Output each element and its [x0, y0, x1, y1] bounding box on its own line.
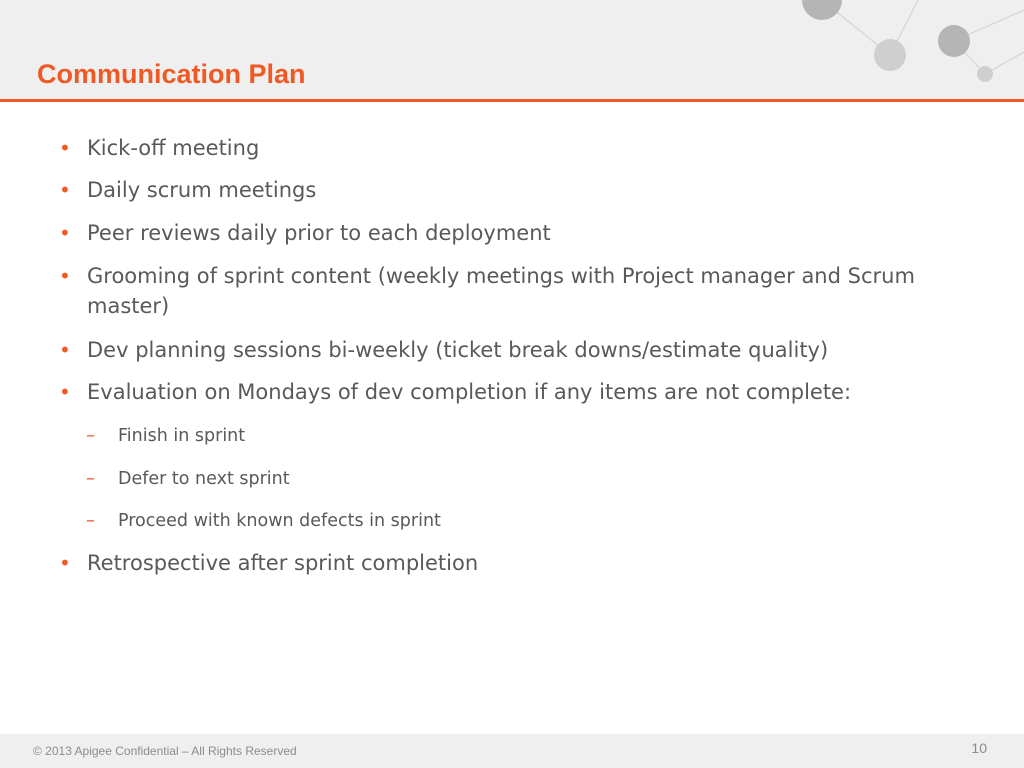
bullet-marker: •	[59, 380, 71, 404]
bullet-text: Peer reviews daily prior to each deployment	[87, 221, 551, 245]
bullet-item	[59, 261, 947, 321]
bullet-item	[59, 133, 947, 163]
bullet-marker: •	[59, 264, 71, 288]
bullet-marker: •	[59, 338, 71, 362]
bullet-text: Grooming of sprint content (weekly meetings with Project manager and Scrum master)	[87, 264, 915, 318]
slide-title: Communication Plan	[37, 59, 306, 89]
bullet-item	[59, 377, 947, 407]
network-node	[874, 39, 906, 71]
title-divider	[0, 99, 1024, 102]
bullet-text: Daily scrum meetings	[87, 178, 317, 202]
bullet-text: Evaluation on Mondays of dev completion if any items are not complete:	[87, 380, 852, 404]
bullet-marker: •	[59, 551, 71, 575]
footer-copyright: © 2013 Apigee Confidential – All Rights Reserved	[33, 744, 297, 758]
bullet-text: Dev planning sessions bi-weekly (ticket break downs/estimate quality)	[87, 338, 829, 362]
bullet-marker: •	[59, 178, 71, 202]
sub-bullet-item	[86, 466, 948, 492]
network-node	[977, 66, 993, 82]
bullet-marker: •	[59, 221, 71, 245]
sub-bullet-item	[86, 508, 948, 534]
network-node	[938, 25, 970, 57]
bullet-text: Retrospective after sprint completion	[87, 551, 479, 575]
bullet-text: Kick-off meeting	[87, 136, 260, 160]
network-node	[802, 0, 842, 20]
sub-bullet-text: Defer to next sprint	[118, 469, 290, 489]
bullet-marker: •	[59, 136, 71, 160]
dash-marker: –	[86, 425, 95, 446]
bullet-item	[59, 218, 947, 248]
dash-marker: –	[86, 510, 95, 531]
sub-bullet-item	[86, 423, 948, 449]
dash-marker: –	[86, 468, 95, 489]
page-number: 10	[971, 740, 987, 756]
bullet-item	[59, 335, 947, 365]
bullet-item	[59, 548, 947, 578]
sub-bullet-text: Proceed with known defects in sprint	[118, 511, 441, 531]
bullet-item	[59, 175, 947, 205]
sub-bullet-text: Finish in sprint	[118, 426, 246, 446]
